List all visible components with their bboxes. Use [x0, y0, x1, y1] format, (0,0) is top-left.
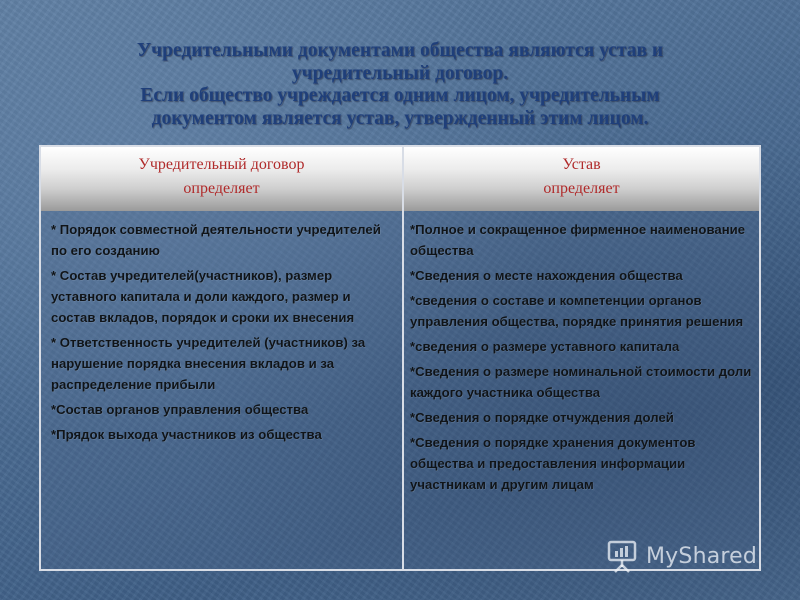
- title-line: Учредительными документами общества являются устав и: [136, 40, 664, 61]
- watermark-text: MyShared: [646, 543, 758, 569]
- list-item: *сведения о размере уставного капитала: [410, 339, 680, 354]
- header-title: Устав: [562, 156, 601, 173]
- list-item: *Сведения о порядке отчуждения долей: [410, 410, 674, 425]
- charter-cell: [404, 211, 759, 499]
- header-title: Учредительный договор: [138, 156, 305, 173]
- list-item: * Порядок совместной деятельности учредителей по его созданию: [51, 222, 381, 258]
- slide-title: [60, 40, 740, 130]
- list-item: *Прядок выхода участников из общества: [51, 427, 322, 442]
- title-line: документом является устав, утвержденный этим лицом.: [151, 107, 649, 129]
- list-item: *Сведения о месте нахождения общества: [410, 268, 683, 283]
- list-item: *Полное и сокращенное фирменное наименование общества: [410, 222, 746, 258]
- list-item: *Сведения о размере номинальной стоимости доли каждого участника общества: [410, 364, 752, 400]
- list-item: * Ответственность учредителей (участников) за нарушение порядка внесения вкладов и за распределение прибыли: [51, 335, 366, 392]
- presentation-icon: [606, 538, 640, 574]
- header-subtitle: определяет: [183, 180, 260, 197]
- watermark: [606, 536, 757, 576]
- header-founding-agreement: [41, 147, 402, 211]
- list-item: * Состав учредителей(участников), размер уставного капитала и доли каждого, размер и состав вкладов, порядок и сроки их внесения: [51, 268, 355, 325]
- title-line: учредительный договор.: [291, 62, 509, 84]
- comparison-table: [39, 145, 761, 571]
- founding-agreement-cell: [41, 211, 402, 449]
- list-item: *сведения о составе и компетенции органов управления общества, порядке принятия решения: [410, 293, 744, 329]
- header-charter: [404, 147, 759, 211]
- list-item: *Состав органов управления общества: [51, 402, 309, 417]
- list-item: *Сведения о порядке хранения документов общества и предоставления информации участникам и другим лицам: [410, 435, 696, 492]
- title-line: Если общество учреждается одним лицом, учредительным: [140, 85, 660, 106]
- header-subtitle: определяет: [543, 180, 620, 197]
